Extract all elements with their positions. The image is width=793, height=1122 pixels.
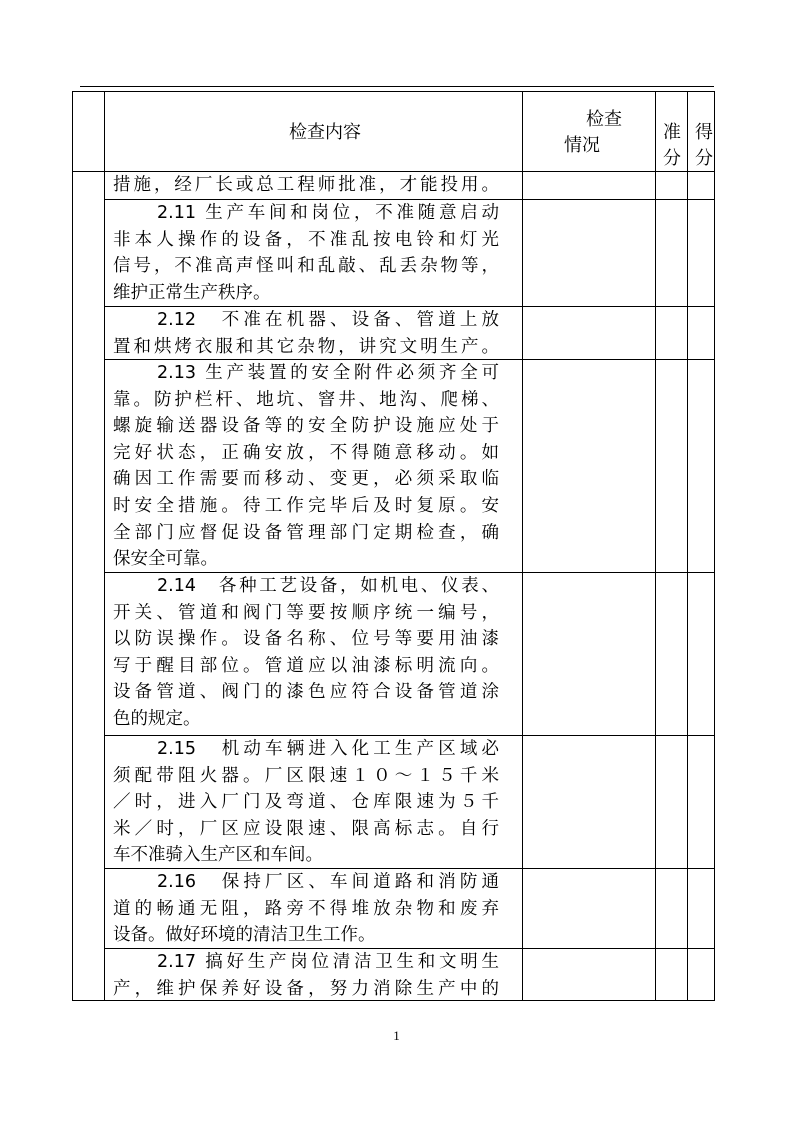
content-line: 时安全措施。待工作完毕后及时复原。安 — [113, 495, 499, 516]
content-line: 保安全可靠。 — [113, 549, 218, 570]
content-line: 完好状态，正确安放，不得随意移动。如 — [113, 442, 499, 463]
content-line: 2.12 不准在机器、设备、管道上放 — [157, 310, 499, 330]
header-score-2: 分 — [695, 148, 713, 169]
table-row — [113, 307, 499, 360]
content-line: 以防误操作。设备名称、位号等要用油漆 — [113, 629, 499, 650]
header-standard-score-1: 准 — [663, 122, 681, 143]
content-line: 维护正常生产秩序。 — [113, 282, 271, 303]
header-check-2: 情况 — [564, 135, 600, 156]
table-row — [113, 360, 499, 573]
content-line: 全部门应督促设备管理部门定期检查，确 — [113, 522, 499, 543]
content-line: 米／时，厂区应设限速、限高标志。自行 — [113, 818, 499, 839]
content-line: 车不准骑入生产区和车间。 — [113, 845, 323, 866]
header-score-1: 得 — [695, 122, 713, 143]
content-line: 道的畅通无阻，路旁不得堆放杂物和废弃 — [113, 898, 499, 919]
content-line: 设备管道、阀门的漆色应符合设备管道涂 — [113, 682, 499, 703]
content-line: 2.13 生产装置的安全附件必须齐全可 — [157, 363, 499, 383]
table-row — [113, 949, 499, 1002]
content-line: 设备。做好环境的清洁卫生工作。 — [113, 925, 376, 946]
header-content: 检查内容 — [289, 122, 361, 143]
table-row — [113, 736, 499, 869]
header-rule — [80, 86, 714, 87]
column-divider — [655, 92, 656, 1000]
content-line: 产，维护保养好设备，努力消除生产中的 — [113, 978, 499, 999]
header-check-1: 检查 — [586, 109, 622, 130]
content-line: 色的规定。 — [113, 708, 201, 729]
content-line: 开关、管道和阀门等要按顺序统一编号， — [113, 602, 499, 623]
column-divider — [522, 92, 523, 1000]
table-row — [113, 573, 499, 733]
content-line: 2.15 机动车辆进入化工生产区域必 — [157, 739, 499, 759]
content-line: 2.14 各种工艺设备，如机电、仪表、 — [157, 576, 499, 596]
column-divider — [104, 92, 105, 1000]
header-standard-score-2: 分 — [663, 148, 681, 169]
content-line: 置和烘烤衣服和其它杂物，讲究文明生产。 — [113, 336, 499, 357]
content-line: 靠。防护栏杆、地坑、窨井、地沟、爬梯、 — [113, 389, 499, 410]
content-line: 须配带阻火器。厂区限速１０～１５千米 — [113, 765, 499, 786]
inspection-table — [72, 91, 715, 1001]
content-line: 螺旋输送器设备等的安全防护设施应处于 — [113, 416, 499, 437]
content-line: 信号，不准高声怪叫和乱敲、乱丢杂物等， — [113, 256, 499, 277]
column-divider — [687, 92, 688, 1000]
table-row — [113, 172, 499, 199]
content-line: 非本人操作的设备，不准乱按电铃和灯光 — [113, 229, 499, 250]
content-line: ／时，进入厂门及弯道、仓库限速为５千 — [113, 792, 499, 813]
content-line: 确因工作需要而移动、变更，必须采取临 — [113, 469, 499, 490]
content-line: 措施，经厂长或总工程师批准，才能投用。 — [113, 175, 499, 195]
content-line: 写于醒目部位。管道应以油漆标明流向。 — [113, 655, 499, 676]
content-line: 2.11 生产车间和岗位，不准随意启动 — [157, 203, 499, 223]
content-line: 2.17 搞好生产岗位清洁卫生和文明生 — [157, 952, 499, 972]
table-row — [113, 869, 499, 949]
table-row — [113, 200, 499, 306]
page-number: 1 — [393, 1028, 400, 1043]
content-line: 2.16 保持厂区、车间道路和消防通 — [157, 872, 499, 892]
